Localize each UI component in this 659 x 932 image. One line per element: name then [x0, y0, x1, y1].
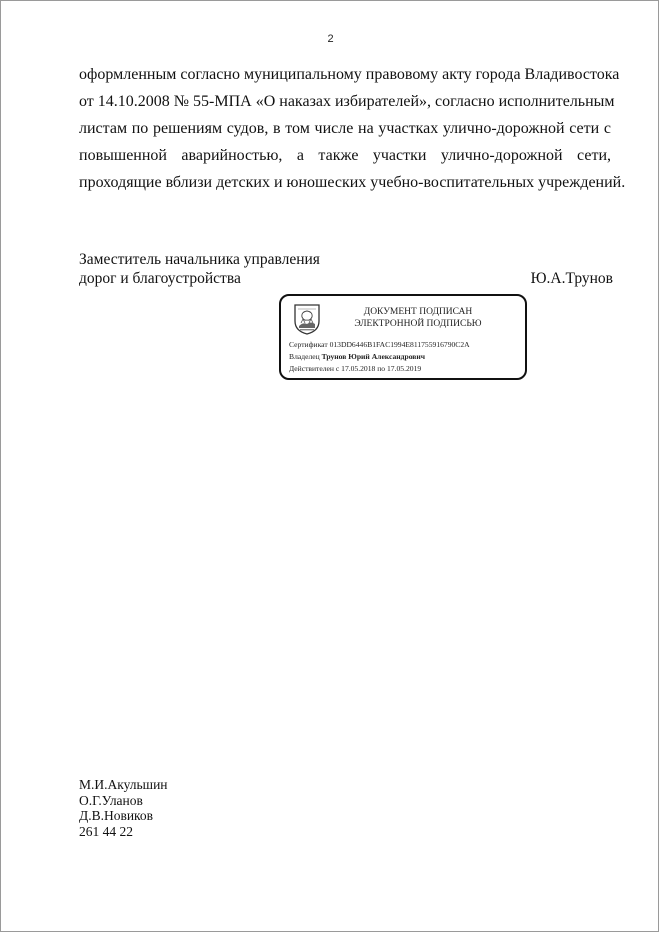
stamp-valid-to: 17.05.2019	[387, 364, 422, 373]
signatory-title-line1: Заместитель начальника управления	[79, 251, 320, 268]
stamp-valid-from: 17.05.2018	[341, 364, 376, 373]
body-line: повышенной аварийностью, а также участки улично-дорожной сети,	[79, 147, 611, 164]
stamp-heading-line2: ЭЛЕКТРОННОЙ ПОДПИСЬЮ	[354, 319, 482, 329]
stamp-valid-label: Действителен с	[289, 364, 340, 373]
stamp-validity-row	[289, 364, 421, 374]
stamp-owner-value: Трунов Юрий Александрович	[321, 352, 426, 361]
city-coat-of-arms-icon	[290, 302, 324, 336]
signatory-name: Ю.А.Трунов	[530, 270, 613, 287]
body-line: проходящие вблизи детских и юношеских учебно-воспитательных учреждений.	[79, 174, 626, 191]
signatory-row	[79, 269, 613, 288]
electronic-signature-stamp	[279, 294, 527, 380]
stamp-certificate-label: Сертификат	[289, 340, 328, 349]
stamp-heading-line1: ДОКУМЕНТ ПОДПИСАН	[363, 307, 473, 317]
body-line: оформленным согласно муниципальному правовому акту города Владивостока	[79, 66, 620, 83]
executor-phone: 261 44 22	[79, 823, 133, 839]
executor-line: М.И.Акульшин	[79, 777, 168, 792]
executors-list	[79, 777, 168, 839]
page-number: 2	[327, 33, 334, 45]
stamp-certificate-row	[289, 340, 470, 350]
stamp-owner-row	[289, 352, 425, 362]
executor-line: Д.В.Новиков	[79, 808, 154, 823]
stamp-heading	[329, 306, 507, 330]
stamp-valid-to-label: по	[377, 364, 386, 373]
signature-block	[79, 250, 613, 288]
body-text	[79, 61, 626, 196]
body-line: от 14.10.2008 № 55-МПА «О наказах избирателей», согласно исполнительным	[79, 93, 615, 110]
stamp-owner-label: Владелец	[289, 352, 320, 361]
stamp-certificate-value: 013DD6446B1FAC1994E811755916790C2A	[329, 340, 470, 349]
body-line: листам по решениям судов, в том числе на участках улично-дорожной сети с	[79, 120, 611, 137]
signatory-title-line2: дорог и благоустройства	[79, 270, 241, 287]
executor-line: О.Г.Уланов	[79, 792, 143, 808]
